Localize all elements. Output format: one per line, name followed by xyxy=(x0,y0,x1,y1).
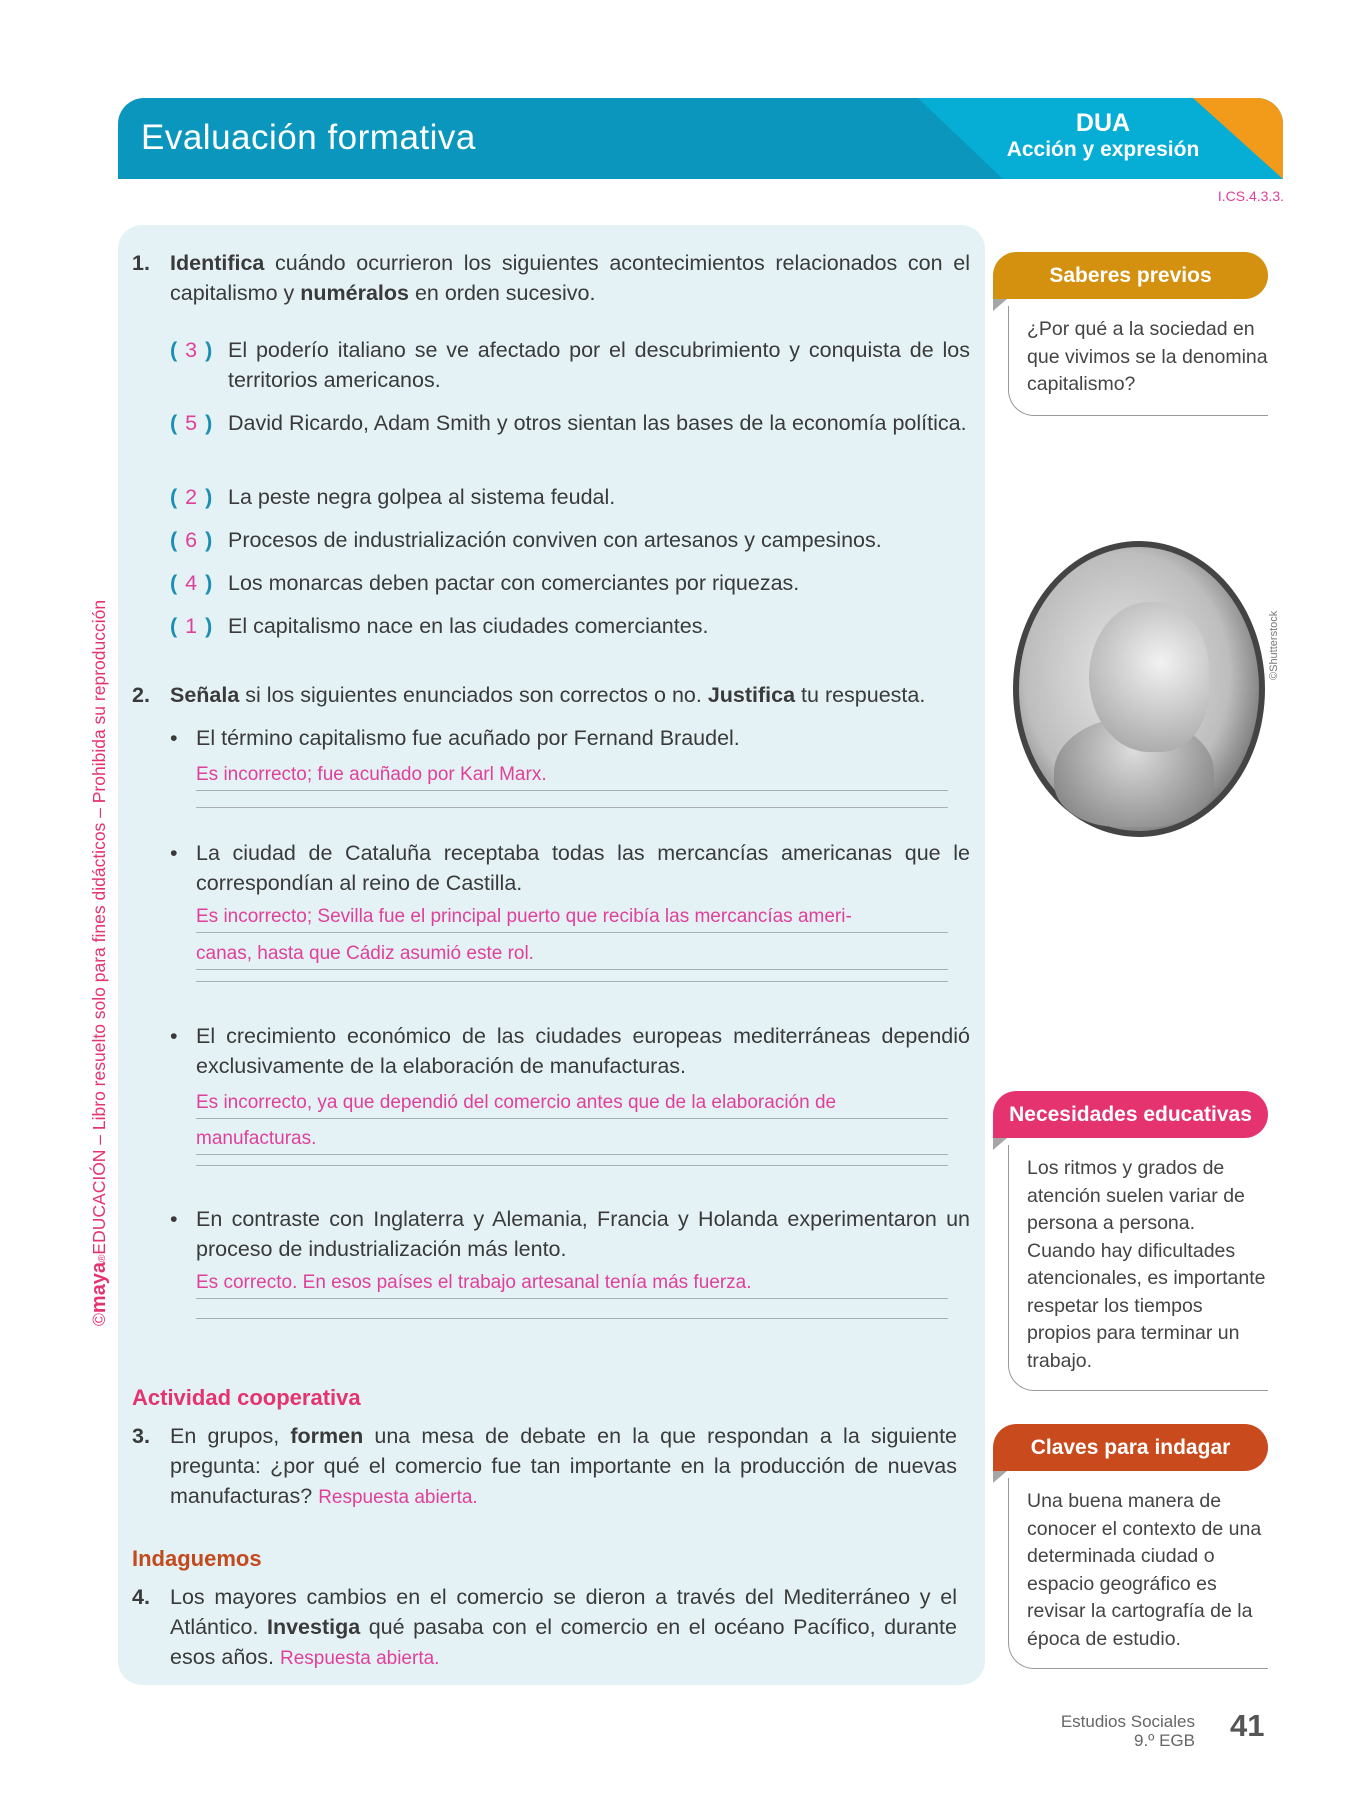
order-item: ( 1 ) El capitalismo nace en las ciudades comerciantes. xyxy=(170,611,970,641)
question-4: 4. Los mayores cambios en el comercio se dieron a través del Mediterráneo y el Atlántico. Investiga qué pasaba con el comercio en el océano Pacífico, durante esos años. Respuesta abierta. xyxy=(132,1585,957,1669)
blank-answer-line[interactable] xyxy=(196,807,948,808)
dua-title: DUA xyxy=(1075,109,1131,137)
statement-item: • El término capitalismo fue acuñado por Fernand Braudel. xyxy=(170,726,740,750)
blank-answer-line[interactable] xyxy=(196,1165,948,1166)
indicator-code: I.CS.4.3.3. xyxy=(1217,188,1284,204)
section-header xyxy=(118,98,1283,179)
page-title: Evaluación formativa xyxy=(141,118,476,157)
section-cooperative: Actividad cooperativa xyxy=(132,1385,361,1410)
dua-subtitle: Acción y expresión xyxy=(1006,138,1200,161)
necesidades-text: Los ritmos y grados de atención suelen variar de persona a persona. Cuando hay dificultades atencionales, es importante respetar los tiempos propios para terminar un trabajo. xyxy=(1008,1145,1268,1391)
order-answer-box[interactable]: ( 1 ) xyxy=(170,614,213,638)
question-2: 2. Señala si los siguientes enunciados son correctos o no. Justifica tu respuesta. xyxy=(132,683,926,707)
order-item: ( 6 ) Procesos de industrialización conviven con artesanos y campesinos. xyxy=(170,525,970,555)
answer-line[interactable]: Es incorrecto; Sevilla fue el principal puerto que recibía las mercancías ameri- xyxy=(196,902,948,933)
order-answer-box[interactable]: ( 5 ) xyxy=(170,411,213,435)
answer-line[interactable]: manufacturas. xyxy=(196,1124,948,1155)
section-research: Indaguemos xyxy=(132,1546,262,1571)
necesidades-header: Necesidades educativas xyxy=(993,1091,1268,1138)
page-number: 41 xyxy=(1230,1708,1265,1743)
statement-item: • En contraste con Inglaterra y Alemania, Francia y Holanda experimentaron un proceso de industrialización más lento. xyxy=(170,1207,970,1261)
question-1: 1. Identifica cuándo ocurrieron los siguientes acontecimientos relacionados con el capitalismo y numéralos en orden sucesivo. xyxy=(132,251,970,305)
question-3: 3. En grupos, formen una mesa de debate en la que respondan a la siguiente pregunta: ¿por qué el comercio fue tan importante en la producción de nuevas manufacturas? Respuesta abierta. xyxy=(132,1424,957,1508)
order-answer-box[interactable]: ( 2 ) xyxy=(170,485,213,509)
answer-line[interactable]: canas, hasta que Cádiz asumió este rol. xyxy=(196,939,948,970)
order-item: ( 2 ) La peste negra golpea al sistema feudal. xyxy=(170,482,970,512)
saberes-previos-header: Saberes previos xyxy=(993,252,1268,299)
blank-answer-line[interactable] xyxy=(196,981,948,982)
answer-line[interactable]: Es incorrecto; fue acuñado por Karl Marx. xyxy=(196,760,948,791)
answer-line[interactable]: Es incorrecto, ya que dependió del comercio antes que de la elaboración de xyxy=(196,1088,948,1119)
answer-line[interactable]: Es correcto. En esos países el trabajo artesanal tenía más fuerza. xyxy=(196,1268,948,1299)
image-credit: ©Shutterstock xyxy=(1268,610,1280,680)
claves-header: Claves para indagar xyxy=(993,1424,1268,1471)
order-item: ( 4 ) Los monarcas deben pactar con comerciantes por riquezas. xyxy=(170,568,970,598)
order-answer-box[interactable]: ( 6 ) xyxy=(170,528,213,552)
statement-item: • El crecimiento económico de las ciudades europeas mediterráneas dependió exclusivamente de la elaboración de manufacturas. xyxy=(170,1024,970,1078)
saberes-previos-text: ¿Por qué a la sociedad en que vivimos se la denomina capitalismo? xyxy=(1008,306,1268,416)
footer-subject: Estudios Sociales 9.º EGB xyxy=(1060,1712,1195,1750)
copyright-watermark: ©maya®EDUCACIÓN – Libro resuelto solo para fines didácticos – Prohibida su reproducción xyxy=(88,599,110,1326)
order-answer-box[interactable]: ( 4 ) xyxy=(170,571,213,595)
statement-item: • La ciudad de Cataluña receptaba todas las mercancías americanas que le correspondían al reino de Castilla. xyxy=(170,841,970,895)
blank-answer-line[interactable] xyxy=(196,1318,948,1319)
order-item: ( 5 ) David Ricardo, Adam Smith y otros sientan las bases de la economía política. xyxy=(170,408,970,438)
claves-text: Una buena manera de conocer el contexto de una determinada ciudad o espacio geográfico es revisar la cartografía de la época de estudio. xyxy=(1008,1478,1268,1669)
dua-label xyxy=(988,109,1218,162)
order-item: ( 3 ) El poderío italiano se ve afectado por el descubrimiento y conquista de los territorios americanos. xyxy=(170,335,970,395)
order-answer-box[interactable]: ( 3 ) xyxy=(170,338,213,362)
portrait-image xyxy=(1013,541,1265,837)
